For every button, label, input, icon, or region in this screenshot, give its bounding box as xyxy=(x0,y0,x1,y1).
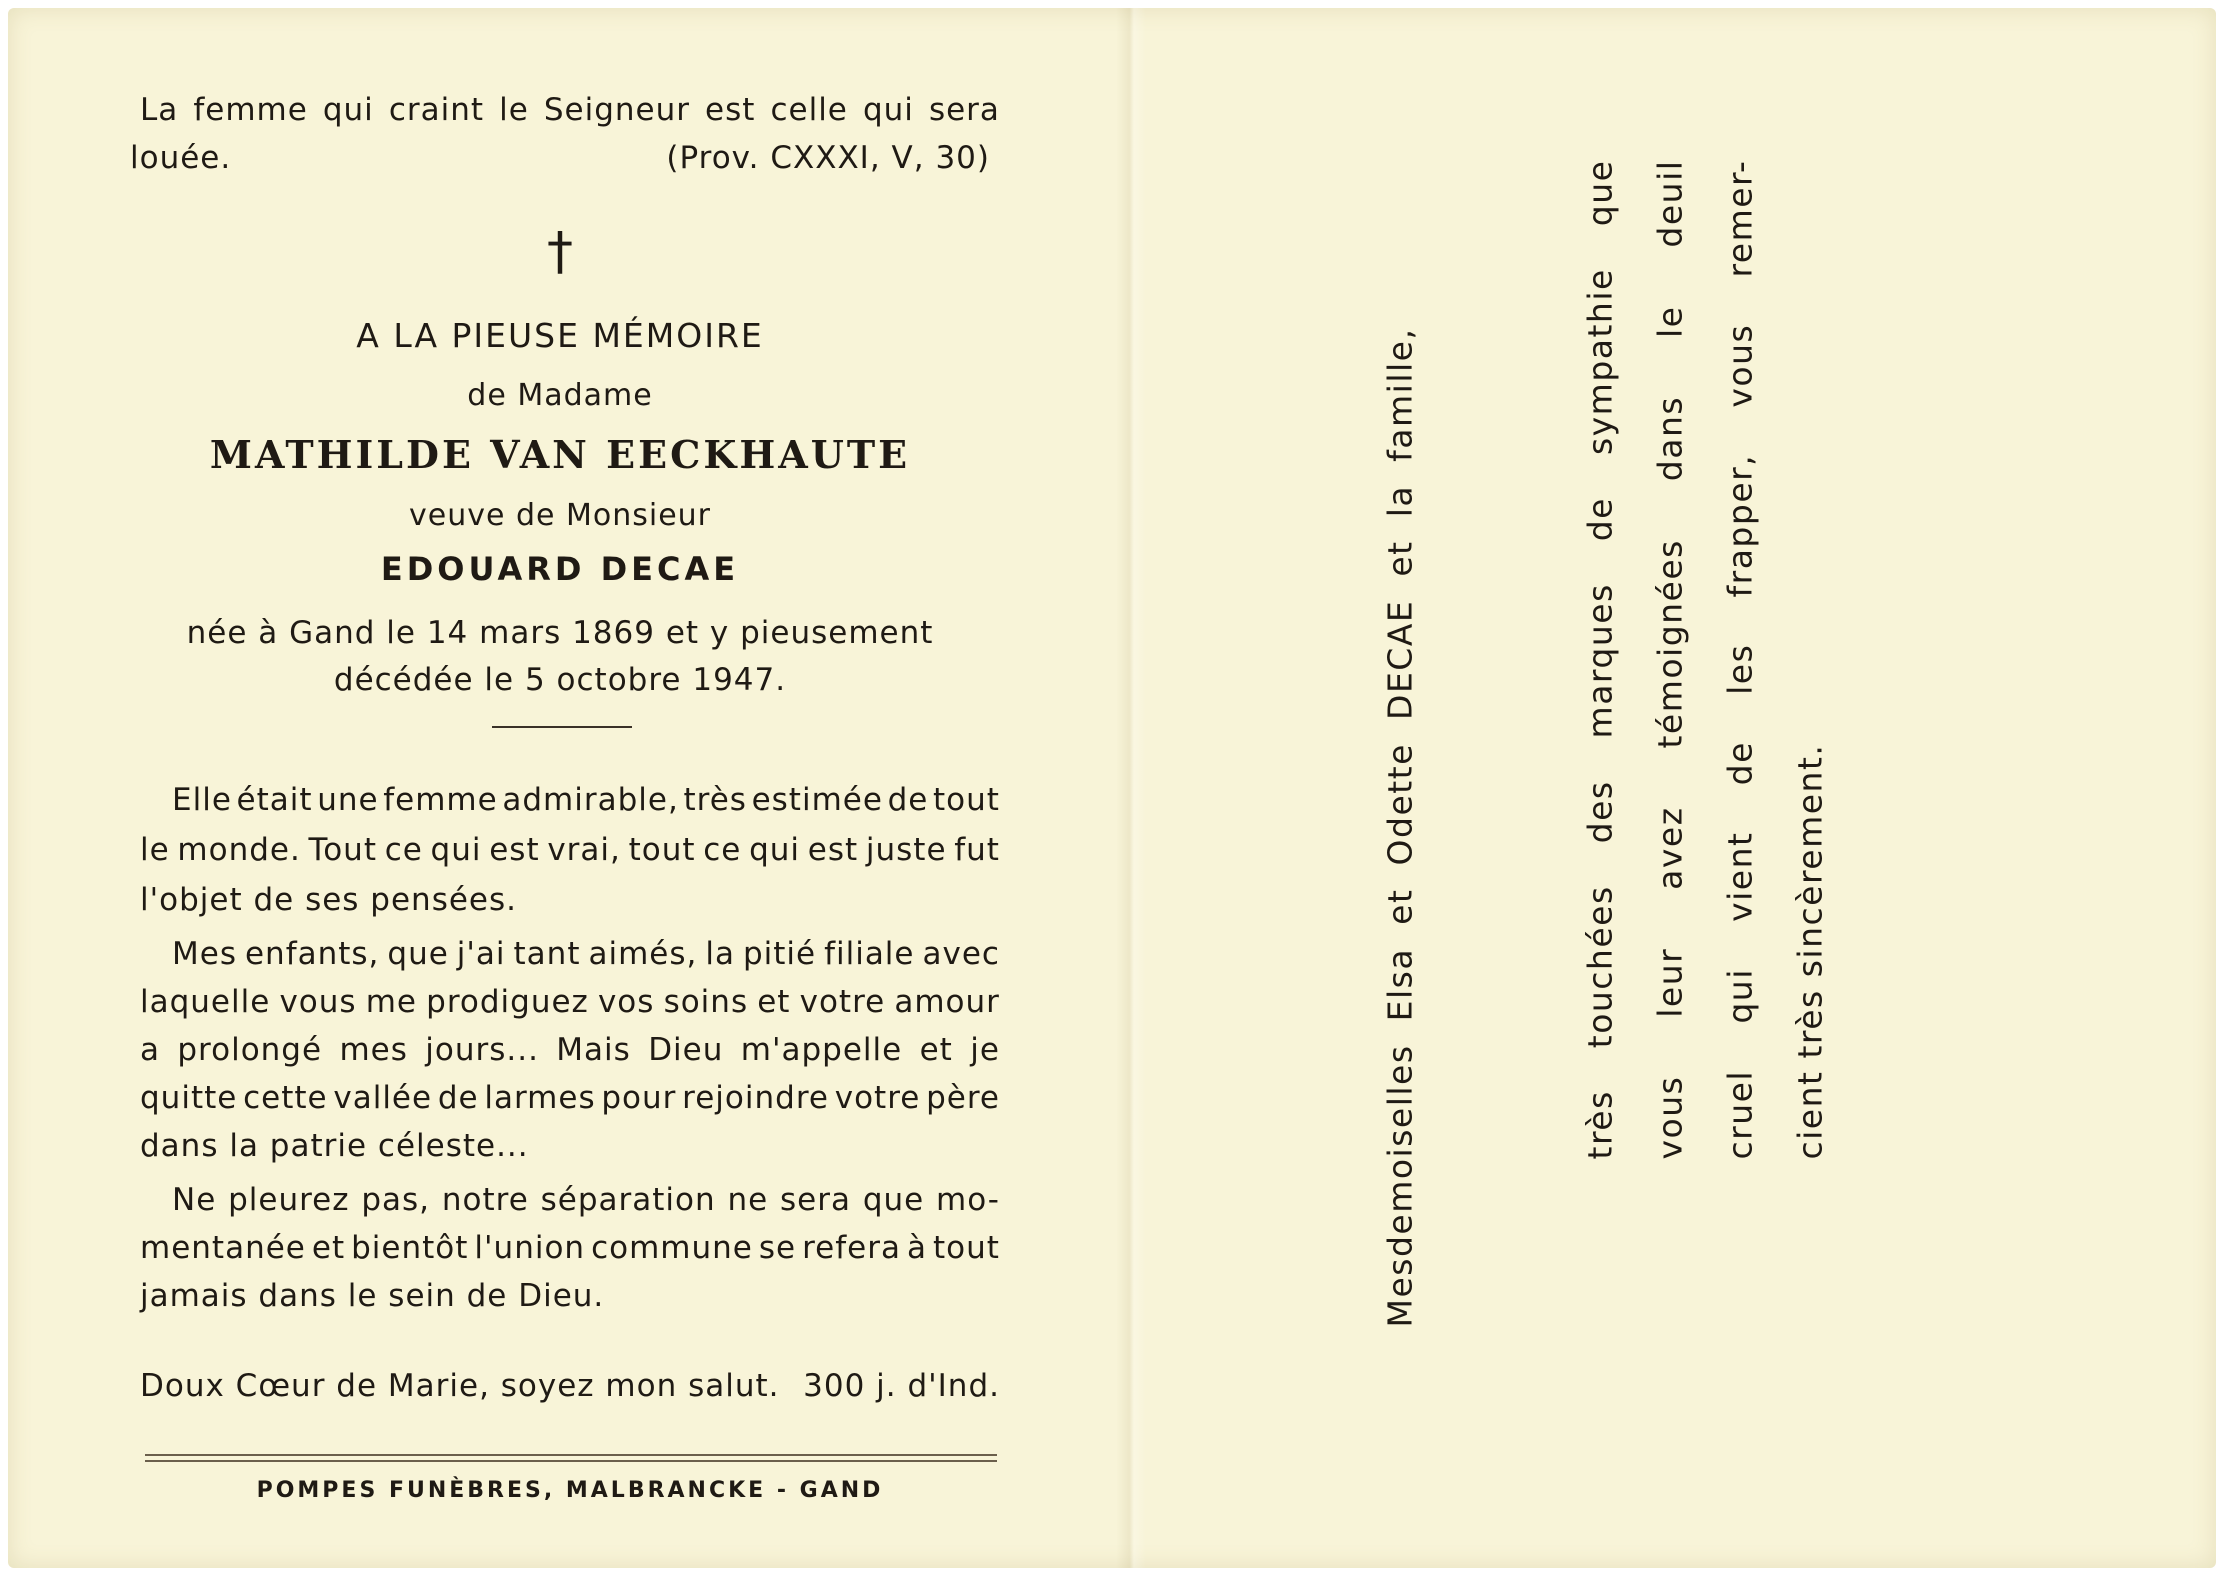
text-line xyxy=(140,984,1000,1020)
word: tout xyxy=(628,832,696,868)
word: pitié xyxy=(742,936,817,972)
word: le xyxy=(499,92,529,128)
word: le xyxy=(1650,305,1690,338)
word: votre xyxy=(799,984,886,1020)
prayer-text: Doux Cœur de Marie, soyez mon salut. xyxy=(140,1368,780,1404)
word: pleurez xyxy=(228,1182,350,1218)
prayer-line xyxy=(140,1368,1000,1404)
word: ne xyxy=(727,1182,769,1218)
paragraph-3-line-3: jamais dans le sein de Dieu. xyxy=(140,1278,605,1314)
word: sera xyxy=(780,1182,851,1218)
word: tant xyxy=(513,936,581,972)
word: vous xyxy=(1650,1075,1690,1160)
word: Ne xyxy=(172,1182,217,1218)
word: mentanée xyxy=(140,1230,306,1266)
epigraph-end: louée. xyxy=(130,140,232,176)
card-fold xyxy=(1116,8,1146,1568)
word: amour xyxy=(894,984,1000,1020)
word: femme xyxy=(383,782,498,818)
paragraph-2-line-5: dans la patrie céleste... xyxy=(140,1128,529,1164)
word: Mesdemoiselles xyxy=(1380,1044,1420,1328)
word: jours... xyxy=(425,1032,539,1068)
word: Elsa xyxy=(1380,947,1420,1022)
word: remer- xyxy=(1720,159,1760,278)
word: pour xyxy=(601,1080,677,1116)
word: Mes xyxy=(172,936,237,972)
widow-of: veuve de Monsieur xyxy=(408,498,712,533)
text-line xyxy=(140,832,1000,868)
word: admirable, xyxy=(502,782,679,818)
epigraph-line-2 xyxy=(130,140,990,176)
word: de xyxy=(887,782,929,818)
word: que xyxy=(862,1182,925,1218)
husband-name: EDOUARD DECAE xyxy=(380,550,740,588)
text-line xyxy=(140,1230,1000,1266)
word: vous xyxy=(279,984,357,1020)
word: rejoindre xyxy=(682,1080,829,1116)
word: tout xyxy=(932,1230,1000,1266)
word: enfants, xyxy=(244,936,380,972)
word: était xyxy=(236,782,313,818)
word: a xyxy=(140,1032,160,1068)
word: témoignées xyxy=(1650,539,1690,749)
word: qui xyxy=(749,832,801,868)
word: ce xyxy=(384,832,423,868)
word: et xyxy=(1380,888,1420,925)
word: monde. xyxy=(177,832,301,868)
word: touchées xyxy=(1580,885,1620,1049)
footer-rule-2 xyxy=(145,1460,997,1462)
death-line: décédée le 5 octobre 1947. xyxy=(333,662,787,698)
word: séparation xyxy=(540,1182,716,1218)
word: le xyxy=(140,832,170,868)
word: votre xyxy=(834,1080,921,1116)
word: dans xyxy=(1650,395,1690,482)
word: qui xyxy=(1720,968,1760,1024)
word: quitte xyxy=(140,1080,238,1116)
word: refera xyxy=(802,1230,901,1266)
right-line-3 xyxy=(1651,160,1690,1160)
word: DECAE xyxy=(1380,599,1420,720)
word: ce xyxy=(703,832,742,868)
word: est xyxy=(807,832,859,868)
word: à xyxy=(906,1230,927,1266)
word: vallée xyxy=(333,1080,433,1116)
divider-short xyxy=(492,726,632,728)
word: la xyxy=(1380,484,1420,518)
word: aimés, xyxy=(588,936,698,972)
title-madame: de Madame xyxy=(467,378,653,413)
word: mes xyxy=(339,1032,408,1068)
text-line xyxy=(172,1182,1000,1218)
printer-credit: POMPES FUNÈBRES, MALBRANCKE - GAND xyxy=(256,1478,884,1503)
word: très xyxy=(683,782,747,818)
right-line-5 xyxy=(1791,160,1830,1160)
word: père xyxy=(926,1080,1000,1116)
word: de xyxy=(1580,497,1620,542)
right-line-2 xyxy=(1581,160,1620,1160)
word: vrai, xyxy=(547,832,621,868)
word: avec xyxy=(922,936,1000,972)
word: deuil xyxy=(1650,159,1690,248)
word: cette xyxy=(243,1080,328,1116)
word: je xyxy=(970,1032,1000,1068)
word: mo- xyxy=(936,1182,1000,1218)
word: bientôt xyxy=(351,1230,469,1266)
right-line-4 xyxy=(1721,160,1760,1160)
word: soins xyxy=(663,984,749,1020)
word: de xyxy=(437,1080,479,1116)
word: avez xyxy=(1650,806,1690,890)
word: Dieu xyxy=(648,1032,724,1068)
word: vous xyxy=(1720,323,1760,408)
word: que xyxy=(1580,159,1620,227)
word: commune xyxy=(591,1230,753,1266)
footer-rule-1 xyxy=(145,1454,997,1456)
word: prolongé xyxy=(177,1032,323,1068)
word: qui xyxy=(862,92,914,128)
word: Elle xyxy=(172,782,232,818)
word: j'ai xyxy=(456,936,506,972)
right-line-1 xyxy=(1381,328,1420,1328)
word: les xyxy=(1720,643,1760,695)
word: et xyxy=(311,1230,346,1266)
word: celle xyxy=(770,92,848,128)
word: est xyxy=(705,92,756,128)
word: Tout xyxy=(308,832,377,868)
epigraph-line-1 xyxy=(140,92,1000,128)
text-line xyxy=(172,782,1000,818)
word: pas, xyxy=(361,1182,431,1218)
word: vos xyxy=(597,984,655,1020)
word: filiale xyxy=(824,936,915,972)
word: sympathie xyxy=(1580,268,1620,456)
word: me xyxy=(365,984,417,1020)
word: estimée xyxy=(751,782,883,818)
word: frapper, xyxy=(1720,453,1760,598)
word: que xyxy=(387,936,449,972)
word: sera xyxy=(928,92,1000,128)
indulgence-text: 300 j. d'Ind. xyxy=(803,1368,1000,1404)
word: Odette xyxy=(1380,743,1420,866)
word: marques xyxy=(1580,583,1620,739)
word: et xyxy=(919,1032,953,1068)
word: est xyxy=(489,832,540,868)
word: m'appelle xyxy=(740,1032,903,1068)
word: prodiguez xyxy=(426,984,589,1020)
word: laquelle xyxy=(140,984,271,1020)
memorial-heading: A LA PIEUSE MÉMOIRE xyxy=(356,316,764,355)
birth-line: née à Gand le 14 mars 1869 et y pieusement xyxy=(186,615,934,651)
word: vient xyxy=(1720,831,1760,922)
text-line xyxy=(140,1080,1000,1116)
deceased-name: MATHILDE VAN EECKHAUTE xyxy=(209,432,911,477)
acknowledgement-line-5: cient très sincèrement. xyxy=(1790,743,1830,1160)
word: se xyxy=(758,1230,797,1266)
text-line xyxy=(140,1032,1000,1068)
text-line xyxy=(172,936,1000,972)
word: Mais xyxy=(556,1032,631,1068)
word: très xyxy=(1580,1090,1620,1160)
word: notre xyxy=(441,1182,529,1218)
word: la xyxy=(705,936,735,972)
word: de xyxy=(1720,741,1760,786)
word: femme xyxy=(193,92,308,128)
word: larmes xyxy=(484,1080,596,1116)
word: juste xyxy=(865,832,947,868)
paragraph-1-line-3: l'objet de ses pensées. xyxy=(140,882,518,918)
epigraph-reference: (Prov. CXXXI, V, 30) xyxy=(666,140,990,176)
word: l'union xyxy=(474,1230,586,1266)
word: La xyxy=(140,92,179,128)
word: leur xyxy=(1650,947,1690,1018)
word: tout xyxy=(932,782,1000,818)
word: et xyxy=(1380,540,1420,577)
word: qui xyxy=(430,832,482,868)
word: cruel xyxy=(1720,1069,1760,1160)
cross-icon: † xyxy=(547,222,573,282)
word: fut xyxy=(954,832,1000,868)
word: des xyxy=(1580,780,1620,844)
word: craint xyxy=(388,92,485,128)
word: et xyxy=(757,984,791,1020)
word: famille, xyxy=(1380,327,1420,462)
word: qui xyxy=(322,92,374,128)
word: Seigneur xyxy=(543,92,690,128)
word: une xyxy=(317,782,379,818)
